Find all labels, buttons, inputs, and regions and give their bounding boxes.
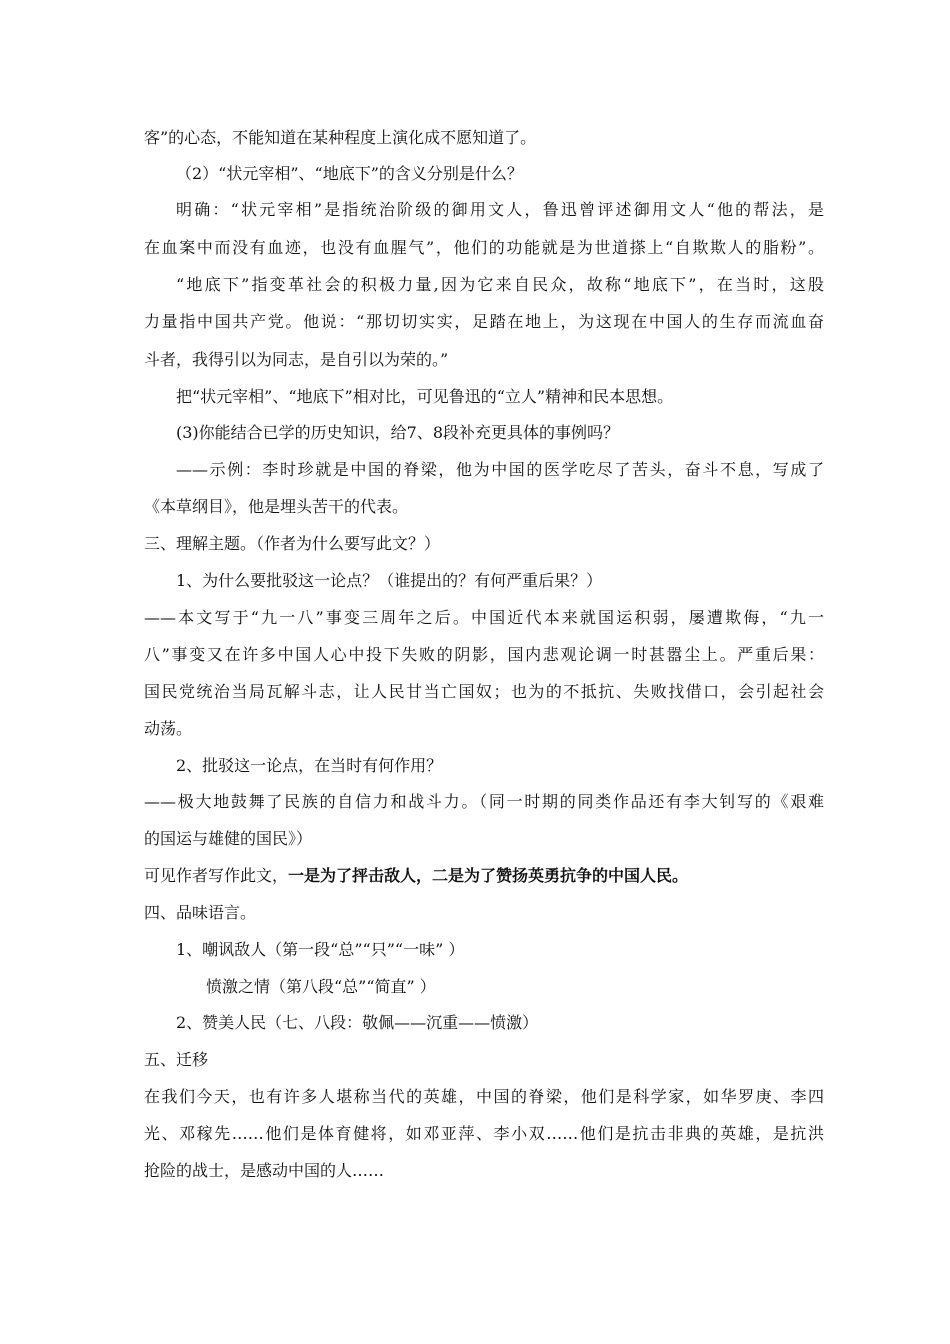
section-heading-5: 五、迁移 xyxy=(144,1050,209,1069)
paragraph-line: 力量指中国共产党。他说：“那切切实实，足踏在地上，为这现在中国人的生存而流血奋 xyxy=(144,312,824,331)
paragraph-line: ——示例：李时珍就是中国的脊梁，他为中国的医学吃尽了苦头，奋斗不息，写成了 xyxy=(176,460,824,479)
paragraph-line: 客”的心态，不能知道在某种程度上演化成不愿知道了。 xyxy=(144,128,537,147)
paragraph-line: 把“状元宰相”、“地底下”相对比，可见鲁迅的“立人”精神和民本思想。 xyxy=(176,387,674,406)
paragraph-line: 八”事变又在许多中国人心中投下失败的阴影，国内悲观论调一时甚嚣尘上。严重后果： xyxy=(144,645,824,664)
paragraph-line: 在我们今天，也有许多人堪称当代的英雄，中国的脊梁，他们是科学家，如华罗庚、李四 xyxy=(144,1087,824,1106)
paragraph-line: 斗者，我得引以为同志，是自引以为荣的。” xyxy=(144,350,449,369)
subsection-1: 1、嘲讽敌人（第一段“总”“只”“一味” ） xyxy=(176,940,465,959)
paragraph-line: 《本草纲目》，他是埋头苦干的代表。 xyxy=(144,497,409,516)
subsection-1: 1、为什么要批驳这一论点？（谁提出的？有何严重后果？） xyxy=(176,571,603,590)
question-3: (3)你能结合已学的历史知识，给7、8段补充更具体的事例吗？ xyxy=(176,423,620,442)
subsection-2: 2、赞美人民（七、八段：敬佩——沉重——愤激） xyxy=(176,1013,539,1032)
sub-item: 愤激之情（第八段“总”“简直” ） xyxy=(206,977,436,996)
subsection-2: 2、批驳这一论点，在当时有何作用？ xyxy=(176,756,443,775)
conclusion-lead: 可见作者写作此文， xyxy=(144,866,289,885)
paragraph-line: ——极大地鼓舞了民族的自信力和战斗力。（同一时期的同类作品还有李大钊写的《艰难 xyxy=(144,792,824,811)
conclusion-emphasis: 一是为了抨击敌人，二是为了赞扬英勇抗争的中国人民。 xyxy=(288,866,689,885)
section-heading-4: 四、品味语言。 xyxy=(144,903,257,922)
paragraph-line: 国民党统治当局瓦解斗志，让人民甘当亡国奴；也为的不抵抗、失败找借口，会引起社会 xyxy=(144,682,824,701)
paragraph-line: ——本文写于“九一八”事变三周年之后。中国近代本来就国运积弱，屡遭欺侮，“九一 xyxy=(144,608,824,627)
paragraph-line: 的国运与雄健的国民》） xyxy=(144,829,313,848)
paragraph-line: 抢险的战士，是感动中国的人…… xyxy=(144,1161,385,1180)
conclusion-line xyxy=(144,866,824,886)
paragraph-line: 明确：“状元宰相”是指统治阶级的御用文人，鲁迅曾评述御用文人“他的帮法，是 xyxy=(176,200,824,219)
paragraph-line: 在血案中而没有血迹，也没有血腥气”，他们的功能就是为世道搽上“自欺欺人的脂粉”。 xyxy=(144,238,824,257)
section-heading-3: 三、理解主题。（作者为什么要写此文？） xyxy=(144,534,441,553)
paragraph-line: 光、邓稼先……他们是体育健将，如邓亚萍、李小双……他们是抗击非典的英雄，是抗洪 xyxy=(144,1124,824,1143)
question-2: （2）“状元宰相”、“地底下”的含义分别是什么？ xyxy=(176,164,523,183)
paragraph-line: 动荡。 xyxy=(144,719,193,738)
paragraph-line: “地底下”指变革社会的积极力量,因为它来自民众，故称“地底下”，在当时，这股 xyxy=(176,275,824,294)
